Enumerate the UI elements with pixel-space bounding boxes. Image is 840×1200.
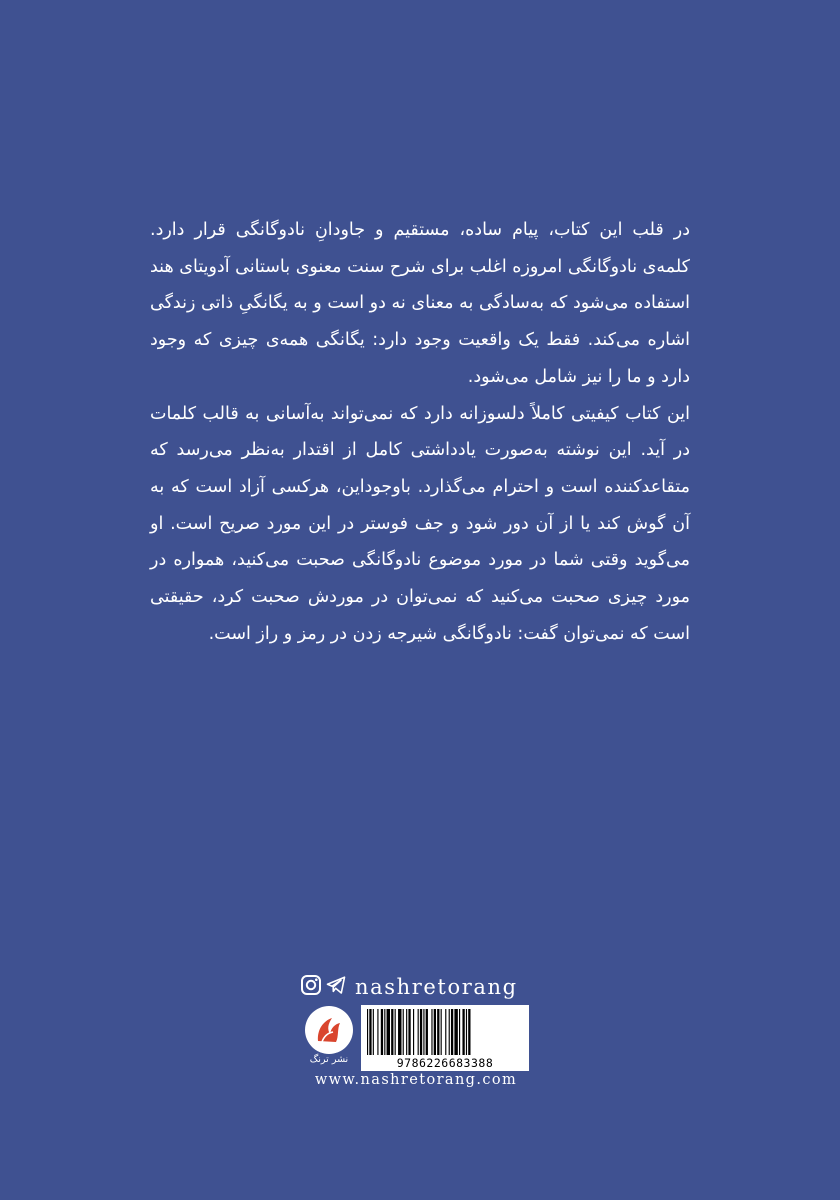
barcode-bar xyxy=(369,1009,371,1055)
barcode-bar xyxy=(398,1009,401,1055)
instagram-icon xyxy=(300,974,322,1000)
barcode-bar xyxy=(403,1009,404,1055)
barcode-bar xyxy=(462,1009,464,1055)
barcode-bar xyxy=(395,1009,396,1055)
barcode-bar xyxy=(449,1009,450,1055)
barcode-bar xyxy=(459,1009,460,1055)
barcode-bar xyxy=(466,1009,467,1055)
barcode-bar xyxy=(418,1009,419,1055)
barcode-bar xyxy=(391,1009,393,1055)
barcode-bar xyxy=(431,1009,432,1055)
barcode-bar xyxy=(381,1009,383,1055)
publisher-logo xyxy=(301,1006,357,1068)
barcode-bar xyxy=(408,1009,410,1055)
barcode-bar xyxy=(406,1009,407,1055)
blurb-paragraph-2: این کتاب کیفیتی کاملاً دلسوزانه دارد که نمی‌تواند به‌آسانی به قالب کلمات در آید. این نوشته به‌صورت یادداشتی کامل از اقتدار به‌نظر می‌رسد که متقاعدکننده است و احترام می‌گذارد. باوجوداین، هرکسی آزاد است که به آن گوش کند یا از آن دور شود و جف فوستر در این مورد صریح است. او می‌گوید وقتی شما در مورد موضوع نادوگانگی صحبت می‌کنید، همواره در مورد چیزی صحبت می‌کنید که نمی‌توان در موردش صحبت کرد، حقیقتی است که نمی‌توان گفت: نادوگانگی شیرجه زدن در رمز و راز است. xyxy=(150,403,690,644)
telegram-icon xyxy=(325,974,347,1000)
barcode-bar xyxy=(373,1009,374,1055)
barcode-bar xyxy=(387,1009,390,1055)
barcode-bar xyxy=(377,1009,378,1055)
barcode-bar xyxy=(445,1009,446,1055)
barcode-bar xyxy=(420,1009,422,1055)
publisher-logo-text: نشر ترنگ xyxy=(309,1054,349,1065)
barcode-bar xyxy=(413,1009,414,1055)
barcode-bar xyxy=(441,1009,442,1055)
blurb-paragraph-1: در قلب این کتاب، پیام ساده، مستقیم و جاودانِ نادوگانگی قرار دارد. کلمه‌ی نادوگانگی امروزه اغلب برای شرح سنت معنوی باستانی آدویتای هند استفاده می‌شود که به‌سادگی به معنای نه دو است و به یگانگیِ ذاتی زندگی اشاره می‌کند. فقط یک واقعیت وجود دارد: یگانگی همه‌ی چیزی که وجود دارد و ما را نیز شامل می‌شود. xyxy=(150,220,690,387)
barcode-bar xyxy=(437,1009,439,1055)
barcode-bar xyxy=(384,1009,385,1055)
barcode-bar xyxy=(426,1009,428,1055)
social-handle-row xyxy=(300,972,532,1002)
back-cover-blurb xyxy=(150,212,690,652)
social-handle: nashretorang xyxy=(355,975,518,999)
barcode-bar xyxy=(468,1009,470,1055)
barcode-bar xyxy=(423,1009,424,1055)
isbn-barcode xyxy=(361,1005,529,1071)
barcode-bar xyxy=(367,1009,368,1055)
isbn-digits: 9786226683388 xyxy=(396,1056,494,1070)
barcode-bar xyxy=(451,1009,453,1055)
website-url: www.nashretorang.com xyxy=(314,1072,518,1088)
barcode-bar xyxy=(454,1009,457,1055)
barcode-bar xyxy=(434,1009,436,1055)
